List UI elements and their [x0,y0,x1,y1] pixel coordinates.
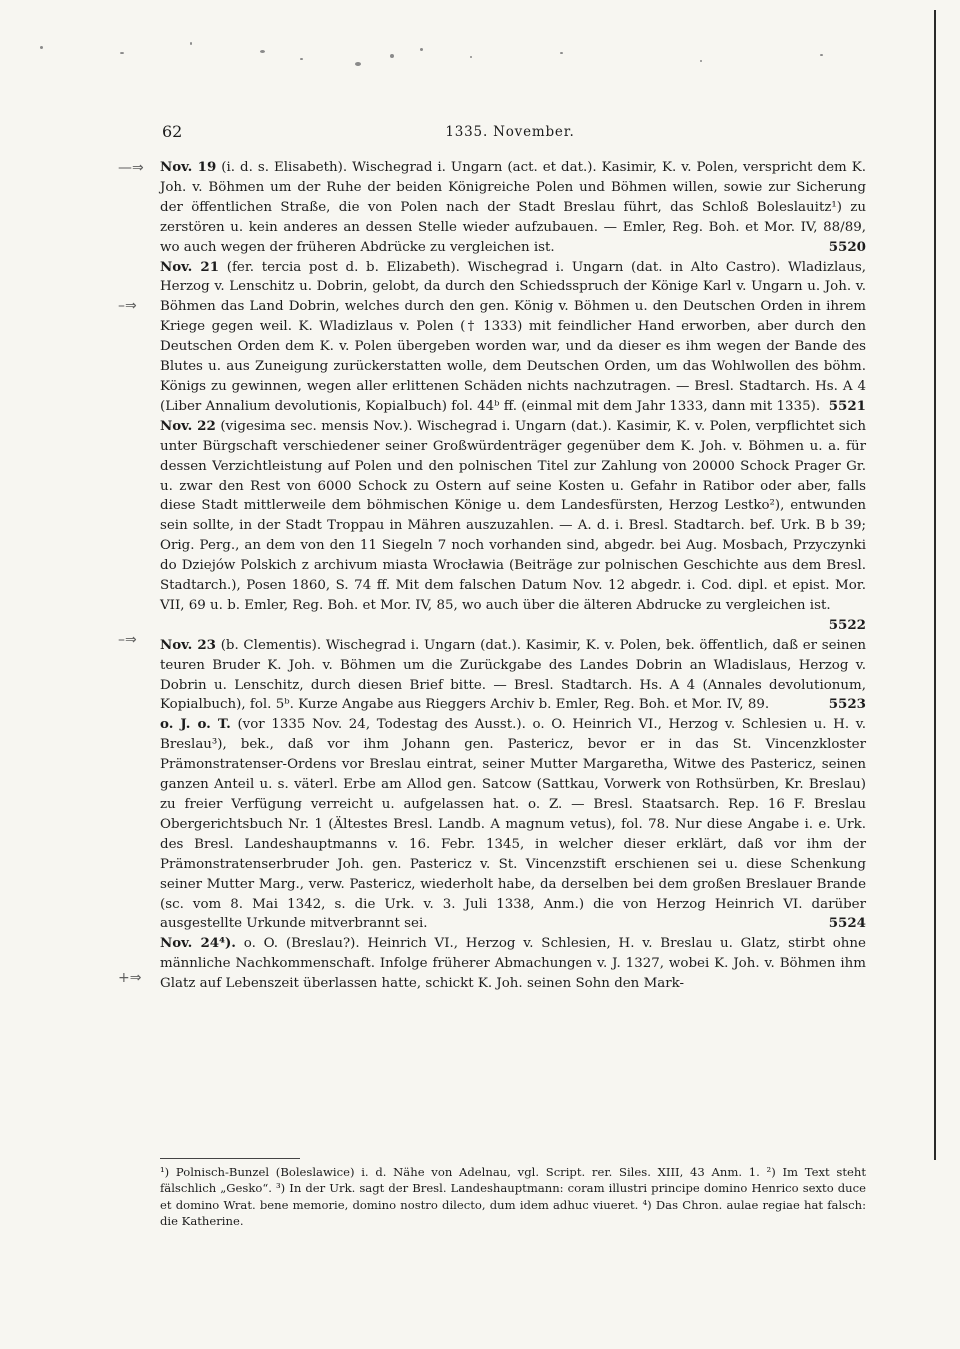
entry-date: Nov. 22 [160,417,216,434]
entry [160,715,866,934]
footnotes [160,1158,866,1229]
scan-noise [0,22,960,82]
pencil-mark: +⇒ [118,970,142,986]
pencil-mark: –⇒ [118,632,137,648]
entry-text: (vor 1335 Nov. 24, Todestag des Ausst.). o. O. Heinrich VI., Herzog v. Schlesien u. H. v. Breslau³), bek., daß vor ihm Johann gen. Pastericz, bevor er in das St. Vincenzkloster Prämonstratenser-Ordens vor Breslau eintrat, seiner Mutter Margaretha, Witwe des Pastericz, seinen ganzen Anteil u. s. väterl. Erbe am Allod gen. Satcow (Sattkau, Vorwerk von Rothsürben, Kr. Breslau) zu freier Verfügung verreicht u. aufgelassen hat. o. Z. — Bresl. Staatsarch. Rep. 16 F. Breslau Obergerichtsbuch Nr. 1 (Ältestes Bresl. Landb. A magnum vetus), fol. 78. Nur diese Angabe i. e. Urk. des Bresl. Landeshauptmanns v. 16. Febr. 1345, in welcher dieser erklärt, daß vor ihm der Prämonstratenserbruder Joh. gen. Pastericz v. St. Vincenzstift erschienen sei u. diese Schenkung seiner Mutter Marg., verw. Pastericz, wiederholt habe, da derselben bei dem großen Breslauer Brande (sc. vom 8. Mai 1342, s. die Urk. v. 3. Juli 1338, Anm.) die von Herzog Heinrich VI. darüber ausgestellte Urkunde mitverbrannt sei. [160,717,866,932]
pencil-mark: –⇒ [118,298,137,314]
entry-date: Nov. 24⁴). [160,935,236,952]
pencil-mark: —⇒ [118,160,144,176]
entry [160,158,866,258]
entry-text: (i. d. s. Elisabeth). Wischegrad i. Ungarn (act. et dat.). Kasimir, K. v. Polen, verspricht dem K. Joh. v. Böhmen um der Ruhe der beiden Königreiche Polen und Böhmen willen, sowie zur Sicherung der öffentlichen Straße, die von Polen nach der Stadt Breslau führt, das Schloß Boleslauitz¹) zu zerstören u. kein anderes an dessen Stelle wieder aufzubauen. — Emler, Reg. Boh. et Mor. IV, 88/89, wo auch wegen der früheren Abdrücke zu vergleichen ist. [160,160,866,255]
entry-number: 5522 [828,616,866,633]
entry-number: 5521 [828,397,866,414]
entry-text: o. O. (Breslau?). Heinrich VI., Herzog v. Schlesien, H. v. Breslau u. Glatz, stirbt ohne männliche Nachkommenschaft. Infolge früherer Abmachungen v. J. 1327, wobei K. Joh. v. Böhmen ihm Glatz auf Lebenszeit überlassen hatte, schickt K. Joh. seinen Sohn den Mark- [160,936,866,992]
entry [160,417,866,636]
footnote-rule [160,1158,300,1159]
entry-text: (b. Clementis). Wischegrad i. Ungarn (dat.). Kasimir, K. v. Polen, bek. öffentlich, daß er seinen teuren Bruder K. Joh. v. Böhmen um die Zurückgabe des Landes Dobrin an Wladislaus, Herzog v. Dobrin u. Lenschitz, durch diesen Brief bitte. — Bresl. Stadtarch. Hs. A 4 (Annales devolutionum, Kopialbuch), fol. 5ᵇ. Kurze Angabe aus Rieggers Archiv b. Emler, Reg. Boh. et Mor. IV, 89. [160,637,867,713]
entry-number: 5523 [828,696,866,713]
entry [160,636,866,716]
running-head: 1335. November. [445,124,575,140]
scan-edge-line [934,10,936,1160]
entry-text: (vigesima sec. mensis Nov.). Wischegrad i. Ungarn (dat.). Kasimir, K. v. Polen, verpflichtet sich unter Bürgschaft verschiedener seiner Großwürdenträger gegenüber dem K. Joh. v. Böhmen u. a. für dessen Verzichtleistung auf Polen und den polnischen Titel zur Zahlung von 20000 Schock Prager Gr. u. zwar den Rest von 6000 Schock zu Ostern auf seine Kosten u. Gefahr in Ratibor oder aber, falls diese Stadt mittlerweile dem böhmischen Könige u. dem Landesfürsten, Herzog Lestko²), entwunden sein sollte, in der Stadt Troppau in Mähren auszuzahlen. — A. d. i. Bresl. Stadtarch. bef. Urk. B b 39; Orig. Perg., an dem von den 11 Siegeln 7 noch vorhanden sind, abgedr. bei Aug. Mosbach, Przyczynki do Dziejów Polskich z archivum miasta Wrocławia (Beiträge zur polnischen Geschichte aus dem Bresl. Stadtarch.), Posen 1860, S. 74 ff. Mit dem falschen Datum Nov. 12 abgedr. i. Cod. dipl. et epist. Mor. VII, 69 u. b. Emler, Reg. Boh. et Mor. IV, 85, wo auch über die älteren Abdrucke zu vergleichen ist. [160,418,866,613]
entry [160,934,866,994]
entry-number: 5520 [828,238,866,255]
footnote-text: ¹) Polnisch-Bunzel (Boleslawice) i. d. Nähe von Adelnau, vgl. Script. rer. Siles. XIII, 43 Anm. 1. ²) Im Text steht fälschlich „Gesko“. ³) In der Urk. sagt der Bresl. Landeshauptmann: coram illustri principe domino Henrico sexto duce et domino Wrat. bene memorie, domino nostro dilecto, dum idem adhuc viueret. ⁴) Das Chron. aulae regiae hat falsch: die Katherine. [160,1165,866,1228]
entry-number: 5524 [828,915,866,932]
entry-date: Nov. 23 [160,636,216,653]
page-number: 62 [162,122,183,141]
page-header [160,122,860,146]
main-text [160,158,866,994]
entry [160,258,866,417]
entry-text: (fer. tercia post d. b. Elizabeth). Wischegrad i. Ungarn (dat. in Alto Castro). Wladizlaus, Herzog v. Lenschitz u. Dobrin, gelobt, da durch den Schiedsspruch der Könige Karl v. Ungarn u. Joh. v. Böhmen das Land Dobrin, welches durch den gen. König v. Böhmen u. den Deutschen Orden in ihrem Kriege gegen weil. K. Wladizlaus v. Polen († 1333) mit feindlicher Hand erworben, aber durch den Deutschen Orden dem K. v. Polen übergeben worden war, und da dieser es ihm wegen der Bande des Blutes u. aus Zuneigung zurückerstatten wolle, dem Deutschen Orden, um das Wohlwollen des böhm. Königs zu gewinnen, wegen aller erlittenen Schäden nichts nachzutragen. — Bresl. Stadtarch. Hs. A 4 (Liber Annalium devolutionis, Kopialbuch) fol. 44ᵇ ff. (einmal mit dem Jahr 1333, dann mit 1335). [160,259,866,414]
entry-date: Nov. 19 [160,159,217,175]
entry-date: Nov. 21 [160,258,220,275]
entry-date: o. J. o. T. [160,716,231,733]
